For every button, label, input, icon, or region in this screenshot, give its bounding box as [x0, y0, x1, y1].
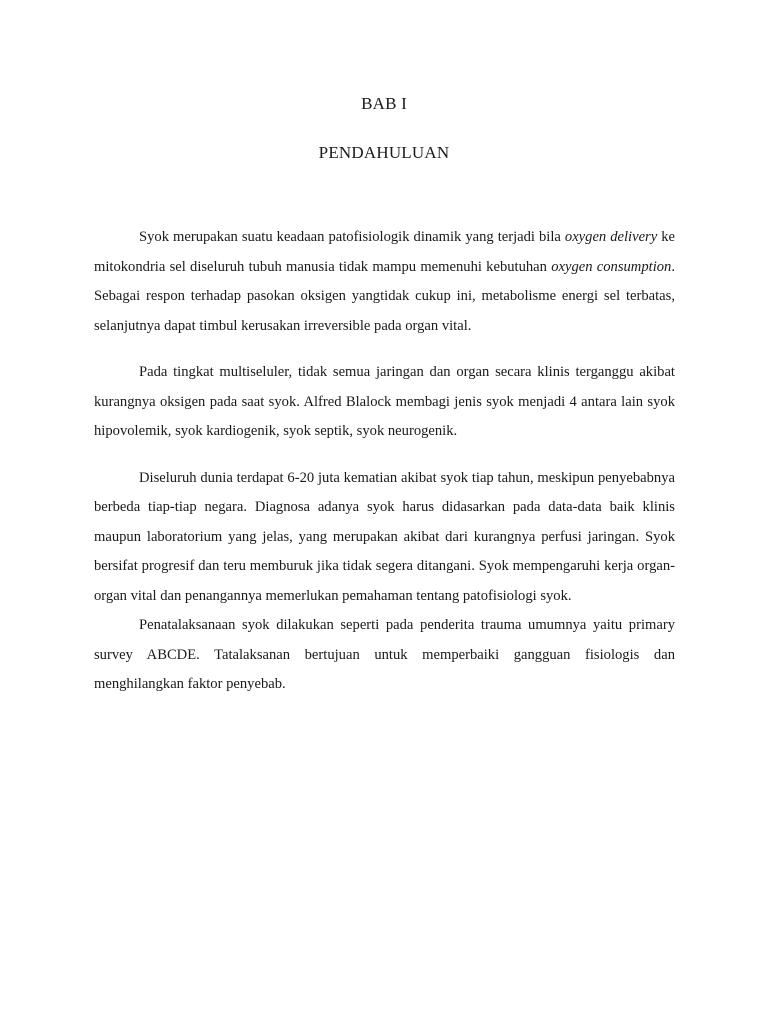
paragraph-4: Penatalaksanaan syok dilakukan seperti pada penderita trauma umumnya yaitu primary survey ABCDE. Tatalaksanan bertujuan untuk memperbaiki gangguan fisiologis dan menghilangkan faktor penyebab.	[94, 617, 675, 692]
paragraph-3: Diseluruh dunia terdapat 6-20 juta kematian akibat syok tiap tahun, meskipun penyebabnya berbeda tiap-tiap negara. Diagnosa adanya syok harus didasarkan pada data-data baik klinis maupun laboratorium yang jelas, yang merupakan akibat dari kurangnya perfusi jaringan. Syok bersifat progresif dan teru memburuk jika tidak segera ditangani. Syok mempengaruhi kerja organ-organ vital dan penangannya memerlukan pemahaman tentang patofisiologi syok.	[94, 469, 675, 604]
body-text	[94, 223, 675, 700]
paragraph-1	[94, 223, 675, 341]
paragraph-1-text: Syok merupakan suatu keadaan patofisiologik dinamik yang terjadi bila	[139, 229, 565, 245]
paragraph-2: Pada tingkat multiseluler, tidak semua jaringan dan organ secara klinis terganggu akibat kurangnya oksigen pada saat syok. Alfred Blalock membagi jenis syok menjadi 4 antara lain syok hipovolemik, syok kardiogenik, syok septik, syok neurogenik.	[94, 364, 675, 439]
paragraph-1-text: ke mitokondria sel diseluruh tubuh manusia tidak mampu memenuhi kebutuhan	[94, 229, 675, 275]
chapter-title: PENDAHULUAN	[318, 143, 450, 162]
paragraph-1-text: . Sebagai respon terhadap pasokan oksigen yangtidak cukup ini, metabolisme energi sel terbatas, selanjutnya dapat timbul kerusakan irreversible pada organ vital.	[94, 258, 676, 334]
chapter-heading: BAB I	[361, 94, 407, 113]
paragraph-1-italic-term: oxygen delivery	[564, 229, 658, 245]
paragraph-1-italic-term: oxygen consumption	[551, 258, 672, 275]
